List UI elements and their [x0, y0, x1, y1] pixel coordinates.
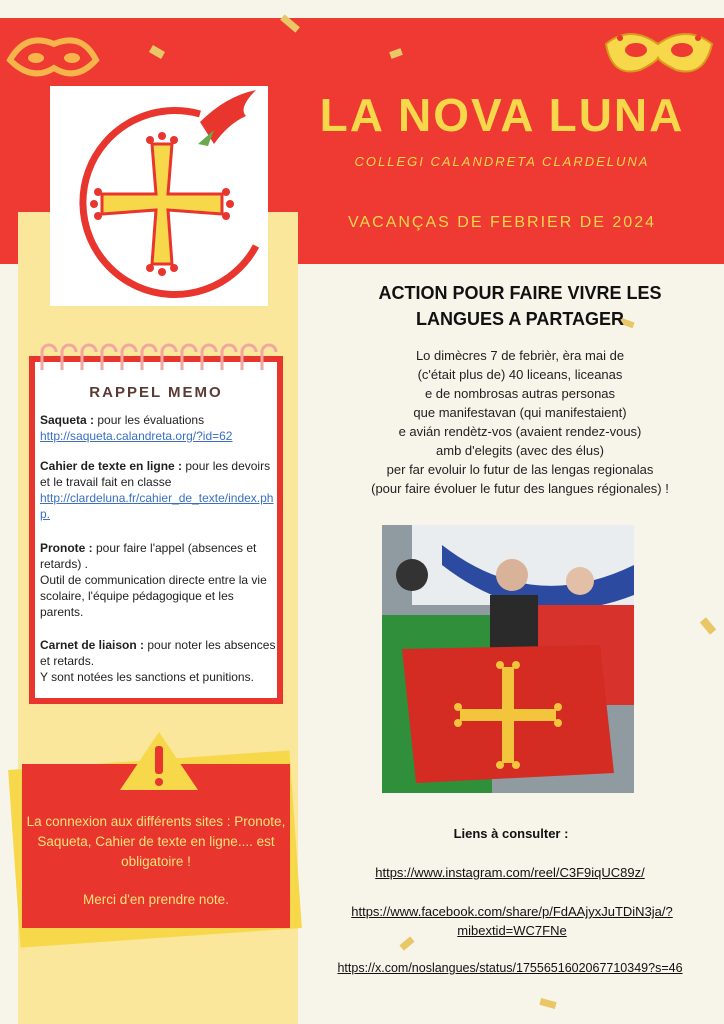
- facebook-link[interactable]: https://www.facebook.com/share/p/FdAAjyxJuTDiN3ja/?: [351, 904, 673, 919]
- memo-item-carnet: [40, 637, 278, 685]
- article-line: (c'était plus de) 40 liceans, liceanas: [417, 367, 623, 382]
- article-line: per far evoluir lo futur de las lengas regionalas: [386, 462, 654, 477]
- memo-item-cahier: [40, 458, 278, 522]
- warning-icon: [118, 730, 200, 792]
- edition-date: VACANÇAS DE FEBRIER DE 2024: [347, 214, 656, 231]
- article-line: e avián rendètz-vos (avaient rendez-vous): [398, 424, 642, 439]
- bird-icon: [198, 90, 256, 146]
- saqueta-link[interactable]: http://saqueta.calandreta.org/?id=62: [40, 429, 233, 443]
- alert-message: La connexion aux différents sites : Pronote, Saqueta, Cahier de texte en ligne.... est obligatoire !: [26, 814, 286, 869]
- article-line: (pour faire évoluer le futur des langues régionales) !: [371, 481, 669, 496]
- memo-item-text: pour les évaluations: [94, 413, 205, 427]
- article-line: que manifestavan (qui manifestaient): [413, 405, 627, 420]
- article-title-line: ACTION POUR FAIRE VIVRE LES: [378, 283, 662, 303]
- x-link[interactable]: https://x.com/noslangues/status/1755651602067710349?s=46: [337, 961, 683, 975]
- school-name: COLLEGI CALANDRETA CLARDELUNA: [354, 154, 650, 169]
- memo-item-label: Saqueta :: [40, 413, 95, 427]
- instagram-link[interactable]: https://www.instagram.com/reel/C3F9iqUC89z/: [375, 865, 645, 880]
- confetti: [539, 998, 556, 1009]
- facebook-link-continued[interactable]: mibextid=WC7FNe: [457, 923, 567, 938]
- memo-item-label: Cahier de texte en ligne :: [40, 459, 183, 473]
- top-strip: [0, 0, 724, 18]
- memo-item-extra: Y sont notées les sanctions et punitions.: [40, 670, 254, 684]
- article-body: [330, 346, 710, 498]
- article-line: e de nombrosas autras personas: [424, 386, 616, 401]
- alert-note: Merci d'en prendre note.: [83, 892, 229, 907]
- memo-item-label: Pronote :: [40, 541, 93, 555]
- memo-item-text: pour noter les absences et retards.: [40, 638, 276, 668]
- spiral-rings-icon: [34, 340, 280, 374]
- article-title: [340, 280, 700, 332]
- confetti: [700, 617, 716, 634]
- carnival-mask-icon: [600, 22, 718, 84]
- article-line: amb d'elegits (avec des élus): [436, 443, 604, 458]
- memo-item-text: pour les devoirs et le travail fait en classe: [40, 459, 271, 489]
- protest-photo: [382, 525, 634, 793]
- memo-item-saqueta: [40, 412, 278, 444]
- article-line: Lo dimècres 7 de febrièr, èra mai de: [415, 348, 625, 363]
- memo-item-text: pour faire l'appel (absences et retards) .: [40, 541, 257, 571]
- school-logo: [50, 86, 268, 306]
- facebook-link-block: [306, 904, 718, 938]
- carnival-mask-icon: [6, 24, 100, 84]
- cahier-link[interactable]: http://clardeluna.fr/cahier_de_texte/index.php.: [40, 491, 274, 521]
- newsletter-title: LA NOVA LUNA: [319, 89, 685, 141]
- memo-item-extra: Outil de communication directe entre la vie scolaire, l'équipe pédagogique et les parents.: [40, 573, 267, 619]
- links-title: Liens à consulter :: [453, 826, 569, 841]
- article-title-line: LANGUES A PARTAGER: [415, 309, 624, 329]
- memo-item-label: Carnet de liaison :: [40, 638, 145, 652]
- occitan-cross-icon: [90, 132, 234, 276]
- confetti: [399, 936, 414, 950]
- memo-item-pronote: [40, 540, 278, 620]
- memo-title: RAPPEL MEMO: [89, 384, 223, 401]
